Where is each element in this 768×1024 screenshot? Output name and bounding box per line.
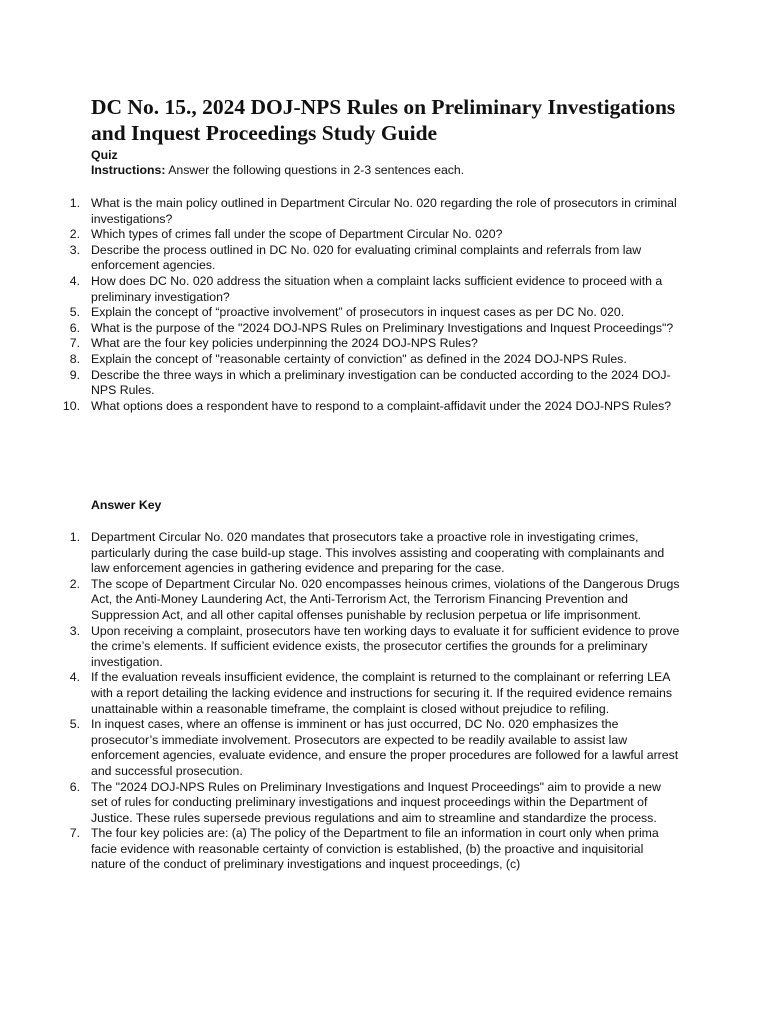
question-number: 3. bbox=[69, 242, 80, 257]
answer-number: 7. bbox=[69, 826, 80, 841]
page-title: DC No. 15., 2024 DOJ-NPS Rules on Preliminary Investigations and Inquest Proceedings Study Guide bbox=[91, 95, 676, 145]
answer-item bbox=[0, 530, 680, 577]
question-text: Describe the process outlined in DC No. 020 for evaluating criminal complaints and referrals from law enforcement agencies. bbox=[91, 242, 642, 273]
question-item bbox=[0, 368, 680, 399]
answer-number: 2. bbox=[69, 576, 80, 591]
answer-number: 1. bbox=[69, 530, 80, 544]
instructions-label: Instructions: bbox=[91, 163, 166, 177]
answer-number: 4. bbox=[69, 670, 80, 685]
answer-item bbox=[0, 624, 680, 671]
question-number: 8. bbox=[69, 351, 80, 366]
question-item bbox=[0, 243, 680, 274]
question-item bbox=[0, 336, 680, 352]
question-text: How does DC No. 020 address the situation when a complaint lacks sufficient evidence to proceed with a preliminary investigation? bbox=[91, 273, 663, 304]
question-item bbox=[0, 274, 680, 305]
question-item bbox=[0, 305, 680, 321]
question-text: Describe the three ways in which a preliminary investigation can be conducted according to the 2024 DOJ-NPS Rules. bbox=[91, 367, 671, 398]
answer-number: 5. bbox=[69, 717, 80, 732]
question-item bbox=[0, 227, 680, 243]
question-item bbox=[0, 399, 680, 415]
question-text: What options does a respondent have to respond to a complaint-affidavit under the 2024 DOJ-NPS Rules? bbox=[91, 398, 672, 413]
question-number: 4. bbox=[69, 273, 80, 288]
question-number: 9. bbox=[69, 367, 80, 382]
answer-item bbox=[0, 717, 680, 779]
answer-number: 6. bbox=[69, 779, 80, 794]
quiz-label: Quiz bbox=[91, 148, 118, 162]
question-number: 7. bbox=[69, 336, 80, 351]
instructions-text: Answer the following questions in 2-3 sentences each. bbox=[165, 163, 465, 177]
answer-item bbox=[0, 780, 680, 827]
answer-key-heading: Answer Key bbox=[91, 498, 162, 512]
question-number: 6. bbox=[69, 320, 80, 335]
question-text: What is the purpose of the "2024 DOJ-NPS Rules on Preliminary Investigations and Inquest Proceedings"? bbox=[91, 320, 674, 335]
answer-text: If the evaluation reveals insufficient evidence, the complaint is returned to the complainant or referring LEA with a report detailing the lacking evidence and instructions for securing it. If the required evidence remains unattainable within a reasonable timeframe, the complaint is closed without prejudice to refiling. bbox=[91, 670, 673, 716]
question-item bbox=[0, 321, 680, 337]
answer-item bbox=[0, 670, 680, 717]
question-number: 1. bbox=[69, 196, 80, 210]
question-number: 2. bbox=[69, 227, 80, 242]
question-item bbox=[0, 196, 680, 227]
question-item bbox=[0, 352, 680, 368]
question-number: 10. bbox=[62, 398, 80, 413]
answer-item bbox=[0, 577, 680, 624]
question-text: Explain the concept of "reasonable certainty of conviction" as defined in the 2024 DOJ-NPS Rules. bbox=[91, 351, 627, 366]
answer-text: Department Circular No. 020 mandates that prosecutors take a proactive role in investigating crimes, particularly during the case build-up stage. This involves assisting and cooperating with complainants and law enforcement agencies in gathering evidence and preparing for the case. bbox=[91, 530, 665, 576]
question-text: Which types of crimes fall under the scope of Department Circular No. 020? bbox=[91, 227, 503, 242]
answer-text: In inquest cases, where an offense is imminent or has just occurred, DC No. 020 emphasizes the prosecutor’s immediate involvement. Prosecutors are expected to be readily available to assist law enforcement agencies, evaluate evidence, and ensure the proper procedures are followed for a lawful arrest and successful prosecution. bbox=[91, 717, 679, 778]
answer-item bbox=[0, 826, 680, 873]
answer-text: The scope of Department Circular No. 020 encompasses heinous crimes, violations of the Dangerous Drugs Act, the Anti-Money Laundering Act, the Anti-Terrorism Act, the Terrorism Financing Prevention and Suppression Act, and all other capital offenses punishable by reclusion perpetua or life imprisonment. bbox=[91, 576, 680, 622]
answer-text: The four key policies are: (a) The policy of the Department to file an information in court only when prima facie evidence with reasonable certainty of conviction is established, (b) the proactive and inquisitorial nature of the conduct of preliminary investigations and inquest proceedings, (c) bbox=[91, 826, 659, 872]
question-text: Explain the concept of “proactive involvement” of prosecutors in inquest cases as per DC No. 020. bbox=[91, 305, 625, 320]
answer-list bbox=[0, 530, 680, 873]
answer-number: 3. bbox=[69, 623, 80, 638]
answer-text: Upon receiving a complaint, prosecutors have ten working days to evaluate it for sufficient evidence to prove the crime’s elements. If sufficient evidence exists, the prosecutor certifies the grounds for a preliminary investigation. bbox=[91, 623, 680, 669]
question-text: What is the main policy outlined in Department Circular No. 020 regarding the role of prosecutors in criminal investigations? bbox=[91, 196, 677, 226]
instructions bbox=[91, 162, 464, 178]
question-list bbox=[0, 196, 680, 414]
question-text: What are the four key policies underpinning the 2024 DOJ-NPS Rules? bbox=[91, 336, 478, 351]
answer-text: The "2024 DOJ-NPS Rules on Preliminary Investigations and Inquest Proceedings" aim to provide a new set of rules for conducting preliminary investigations and inquest proceedings within the Department of Justice. These rules supersede previous regulations and aim to streamline and standardize the process. bbox=[91, 779, 661, 825]
question-number: 5. bbox=[69, 305, 80, 320]
